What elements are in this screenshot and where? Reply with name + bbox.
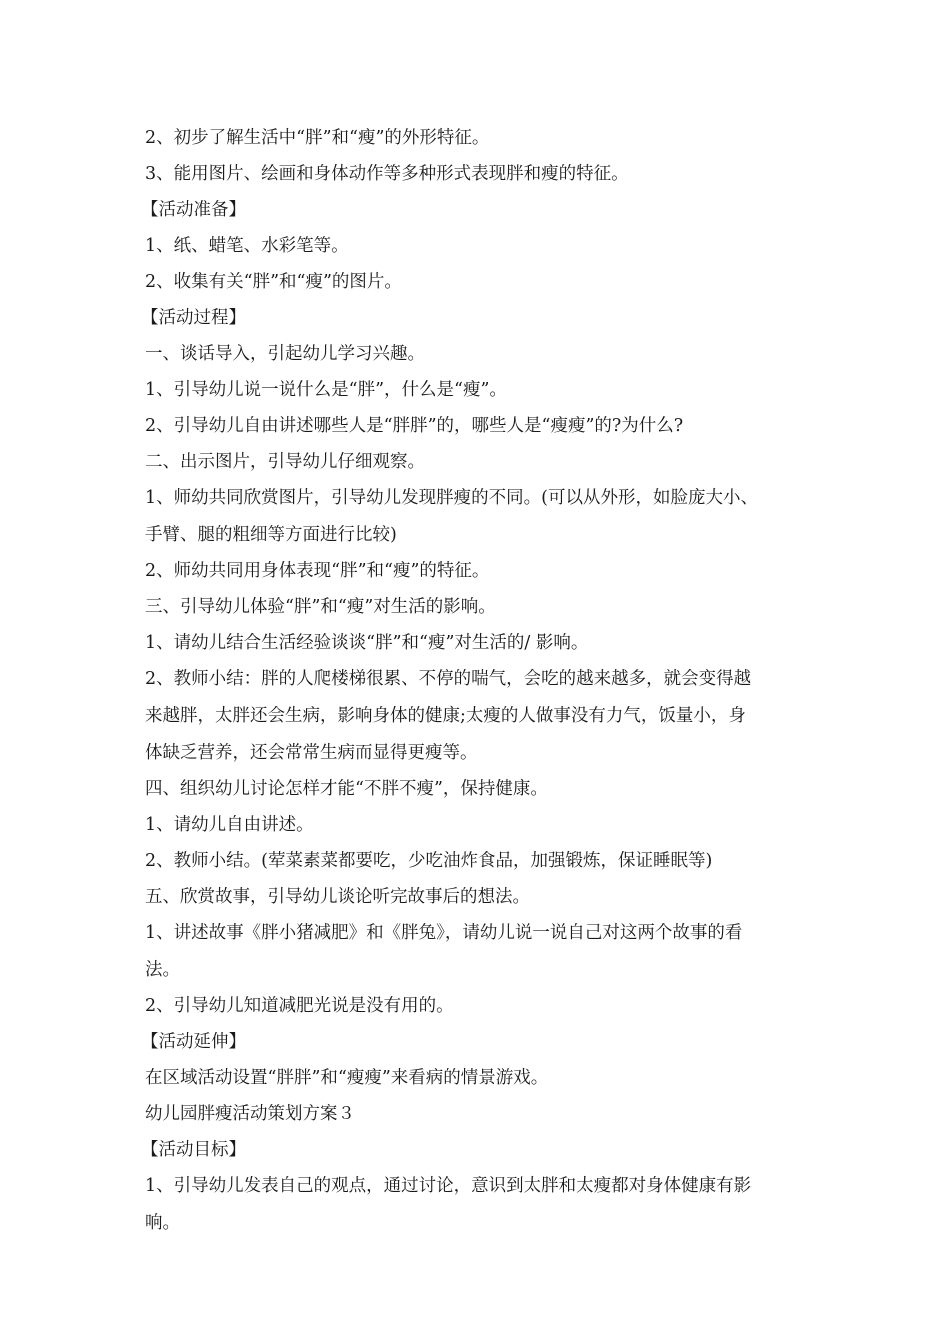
goal-item-3: 3、能用图片、绘画和身体动作等多种形式表现胖和瘦的特征。: [145, 164, 629, 184]
step-3-item-2-line-2: 来越胖，太胖还会生病，影响身体的健康;太瘦的人做事没有力气，饭量小，身: [145, 706, 746, 726]
step-2-heading: 二、出示图片，引导幼儿仔细观察。: [145, 452, 425, 472]
step-4-item-2: 2、教师小结。(荤菜素菜都要吃，少吃油炸食品，加强锻炼，保证睡眠等): [145, 851, 713, 871]
step-5-item-1-line-1: 1、讲述故事《胖小猪减肥》和《胖兔》，请幼儿说一说自己对这两个故事的看: [145, 923, 743, 943]
step-1-item-1: 1、引导幼儿说一说什么是“胖”，什么是“瘦”。: [145, 380, 507, 400]
step-2-item-2: 2、师幼共同用身体表现“胖”和“瘦”的特征。: [145, 561, 490, 581]
plan-3-title: 幼儿园胖瘦活动策划方案３: [145, 1104, 355, 1124]
step-2-item-1-line-2: 手臂、腿的粗细等方面进行比较): [145, 525, 397, 545]
step-4-item-1: 1、请幼儿自由讲述。: [145, 815, 314, 835]
step-3-item-2-line-1: 2、教师小结：胖的人爬楼梯很累、不停的喘气，会吃的越来越多，就会变得越: [145, 669, 752, 689]
section-heading-extension: 【活动延伸】: [141, 1032, 246, 1052]
extension-text: 在区域活动设置“胖胖”和“瘦瘦”来看病的情景游戏。: [145, 1068, 549, 1088]
step-5-item-2: 2、引导幼儿知道减肥光说是没有用的。: [145, 996, 454, 1016]
document-page: [141, 120, 825, 1241]
prep-item-1: 1、纸、蜡笔、水彩笔等。: [145, 236, 349, 256]
prep-item-2: 2、收集有关“胖”和“瘦”的图片。: [145, 272, 402, 292]
step-2-item-1-line-1: 1、师幼共同欣赏图片，引导幼儿发现胖瘦的不同。(可以从外形，如脸庞大小、: [145, 488, 758, 508]
plan-3-goal-1-line-2: 响。: [145, 1213, 180, 1233]
plan-3-goal-1-line-1: 1、引导幼儿发表自己的观点，通过讨论，意识到太胖和太瘦都对身体健康有影: [145, 1176, 752, 1196]
section-heading-preparation: 【活动准备】: [141, 200, 246, 220]
step-5-heading: 五、欣赏故事，引导幼儿谈论听完故事后的想法。: [145, 887, 530, 907]
step-3-item-2-line-3: 体缺乏营养，还会常常生病而显得更瘦等。: [145, 743, 478, 763]
step-4-heading: 四、组织幼儿讨论怎样才能“不胖不瘦”，保持健康。: [145, 779, 548, 799]
step-5-item-1-line-2: 法。: [145, 960, 180, 980]
goal-item-2: 2、初步了解生活中“胖”和“瘦”的外形特征。: [145, 128, 490, 148]
step-3-item-1: 1、请幼儿结合生活经验谈谈“胖”和“瘦”对生活的/ 影响。: [145, 633, 589, 653]
step-1-heading: 一、谈话导入，引起幼儿学习兴趣。: [145, 344, 425, 364]
section-heading-process: 【活动过程】: [141, 308, 246, 328]
step-3-heading: 三、引导幼儿体验“胖”和“瘦”对生活的影响。: [145, 597, 496, 617]
step-1-item-2: 2、引导幼儿自由讲述哪些人是“胖胖”的，哪些人是“瘦瘦”的?为什么?: [145, 416, 684, 436]
section-heading-goals: 【活动目标】: [141, 1140, 246, 1160]
